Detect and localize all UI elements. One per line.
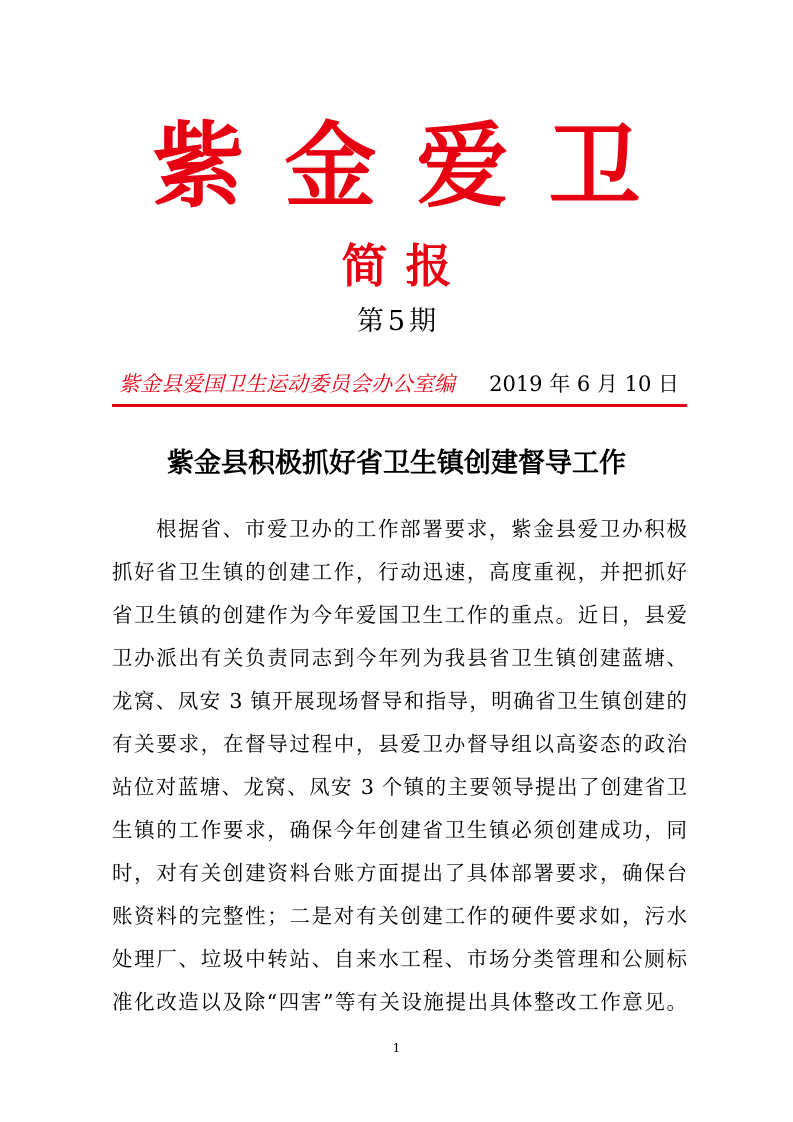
body-line: 抓好省卫生镇的创建工作，行动迅速，高度重视，并把抓好 [112,560,687,584]
issue-suffix: 期 [409,306,437,337]
body-line: 账资料的完整性；二是对有关创建工作的硬件要求如，污水 [112,904,687,928]
body-line: 有关要求，在督导过程中，县爱卫办督导组以高姿态的政治 [112,732,687,756]
body-line: 站位对蓝塘、龙窝、凤安 3 个镇的主要领导提出了创建省卫 [112,775,687,799]
body-line: 龙窝、凤安 3 镇开展现场督导和指导，明确省卫生镇创建的 [112,689,687,713]
editor-name: 紫金县爱国卫生运动委员会办公室编 [119,372,455,396]
body-line: 根据省、市爱卫办的工作部署要求，紫金县爱卫办积极 [156,517,687,541]
issue-number: 5 [387,306,406,337]
issue-line [0,304,793,340]
publish-date: 2019 年 6 月 10 日 [489,372,679,396]
issue-prefix: 第 [356,306,384,337]
article-title: 紫金县积极抓好省卫生镇创建督导工作 [167,448,626,479]
body-line: 时，对有关创建资料台账方面提出了具体部署要求，确保台 [112,861,687,885]
body-line: 处理厂、垃圾中转站、自来水工程、市场分类管理和公厕标 [112,947,687,971]
masthead-title: 紫金爱卫 [152,113,681,220]
editor-row [112,368,687,402]
body-line: 生镇的工作要求，确保今年创建省卫生镇必须创建成功，同 [112,818,687,842]
body-line: 省卫生镇的创建作为今年爱国卫生工作的重点。近日，县爱 [112,603,687,627]
article-body [112,508,687,1024]
red-divider [112,404,687,407]
body-line: 卫办派出有关负责同志到今年列为我县省卫生镇创建蓝塘、 [112,646,687,670]
page-number: 1 [392,1041,401,1055]
masthead-subtitle: 简报 [341,239,470,293]
body-line: 准化改造以及除“四害”等有关设施提出具体整改工作意见。 [112,990,687,1014]
